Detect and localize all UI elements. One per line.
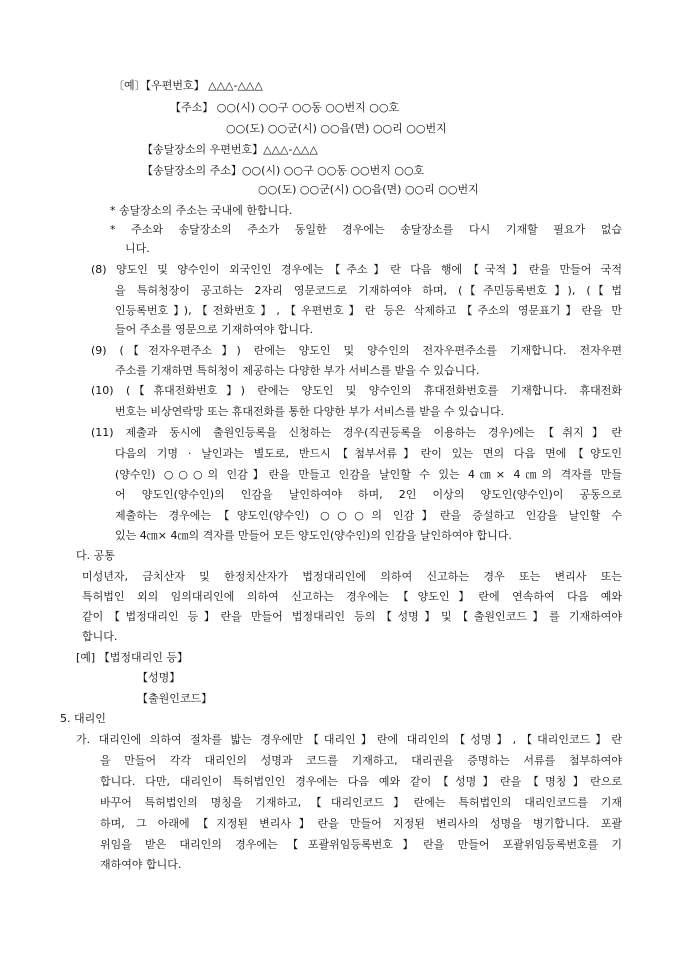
section-agent-heading: 5. 대리인 [60, 712, 106, 725]
example-delivery-address-line1: 【송달장소의 주소】○○(시) ○○구 ○○동 ○○번지 ○○호 [142, 164, 425, 177]
item9-line1: (9) (【전자우편주소】) 란에는 양도인 및 양수인의 전자우편주소를 기재합니다. 전자우편 [91, 344, 622, 357]
example-applicant-code-field: 【출원인코드】 [137, 692, 213, 705]
item11-line6: 있는 4㎝× 4㎝의 격자를 만들어 모든 양도인(양수인)의 인감을 날인하여야 합니다. [115, 529, 512, 542]
item8-line2: 을 특허청장이 공고하는 2자리 영문코드로 기재하여야 하며, (【주민등록번호】), (【법 [115, 284, 622, 297]
section-common-line4: 합니다. [82, 630, 118, 643]
item10-line1: (10) (【휴대전화번호】) 란에는 양도인 및 양수인의 휴대전화번호를 기재합니다. 휴대전화 [91, 384, 622, 397]
item8-line4: 들어 주소를 영문으로 기재하여야 합니다. [115, 323, 314, 336]
section-agent-line4: 바꾸어 특허법인의 명칭을 기재하고,【대리인코드】란에는 특허법인의 대리인코드를 기재 [100, 796, 622, 809]
item11-line4: 어 양도인(양수인)의 인감을 날인하여야 하며, 2인 이상의 양도인(양수인)이 공동으로 [115, 488, 622, 501]
example-delivery-postal-code: 【송달장소의 우편번호】△△△-△△△ [142, 143, 318, 156]
item9-line2: 주소를 기재하면 특허청이 제공하는 다양한 부가 서비스를 받을 수 있습니다. [115, 364, 480, 377]
section-common-line3: 같이【법정대리인 등】란을 만들어 법정대리인 등의【성명】및【출원인코드】를 기재하여야 [82, 610, 622, 623]
item11-line1: (11) 제출과 동시에 출원인등록을 신청하는 경우(직권등록을 이용하는 경우)에는【취지】란 [91, 426, 622, 439]
example-address-line2: ○○(도) ○○군(시) ○○읍(면) ○○리 ○○번지 [226, 122, 447, 135]
example-legal-rep: [예] 【법정대리인 등】 [76, 651, 188, 664]
item10-line2: 번호는 비상연락망 또는 휴대전화를 통한 다양한 부가 서비스를 받을 수 있습니다. [115, 405, 505, 418]
example-postal-code: 〔예〕【우편번호】 △△△-△△△ [113, 79, 263, 92]
section-common-line2: 특허법인 외의 임의대리인에 의하여 신고하는 경우에는【양도인】란에 연속하여 다음 예와 [82, 590, 622, 603]
section-common-heading: 다. 공통 [76, 549, 115, 562]
section-agent-line2: 을 만들어 각각 대리인의 성명과 코드를 기재하고, 대리권을 증명하는 서류를 첨부하여야 [100, 754, 622, 767]
item11-line5: 제출하는 경우에는【양도인(양수인) ○○○의 인감】란을 증설하고 인감을 날인할 수 [115, 509, 622, 522]
section-common-line1: 미성년자, 금치산자 및 한정치산자가 법정대리인에 의하여 신고하는 경우 또는 변리사 또는 [82, 570, 622, 583]
section-agent-line1: 가. 대리인에 의하여 절차를 밟는 경우에만【대리인】란에 대리인의【성명】,【대리인코드】란 [76, 733, 622, 746]
note-same-address-cont: 니다. [125, 242, 150, 255]
item11-line2: 다음의 기명 · 날인과는 별도로, 반드시【첨부서류】란이 있는 면의 다음 면에【양도인 [115, 447, 622, 460]
item8-line3: 인등록번호】),【전화번호】,【우편번호】란 등은 삭제하고【주소의 영문표기】란을 만 [115, 304, 622, 317]
section-agent-line6: 위임을 받은 대리인의 경우에는【포괄위임등록번호】란을 만들어 포괄위임등록번호를 기 [100, 838, 622, 851]
item8-line1: (8) 양도인 및 양수인이 외국인인 경우에는【주소】란 다음 행에【국적】란을 만들어 국적 [91, 263, 622, 276]
example-name-field: 【성명】 [137, 671, 181, 684]
section-agent-line7: 재하여야 합니다. [100, 858, 182, 871]
note-domestic-only: * 송달장소의 주소는 국내에 한합니다. [110, 204, 293, 217]
example-delivery-address-line2: ○○(도) ○○군(시) ○○읍(면) ○○리 ○○번지 [258, 183, 479, 196]
item11-line3: (양수인) ○○○의 인감】란을 만들고 인감을 날인할 수 있는 4㎝× 4㎝의 격자를 만들 [115, 468, 622, 481]
example-address-line1: 【주소】 ○○(시) ○○구 ○○동 ○○번지 ○○호 [170, 101, 400, 114]
section-agent-line5: 하며, 그 아래에【지정된 변리사】란을 만들어 지정된 변리사의 성명을 병기합니다. 포괄 [100, 817, 622, 830]
section-agent-line3: 합니다. 다만, 대리인이 특허법인인 경우에는 다음 예와 같이【성명】란을【명칭】란으로 [100, 775, 622, 788]
note-same-address: * 주소와 송달장소의 주소가 동일한 경우에는 송달장소를 다시 기재할 필요가 없습 [110, 223, 622, 236]
